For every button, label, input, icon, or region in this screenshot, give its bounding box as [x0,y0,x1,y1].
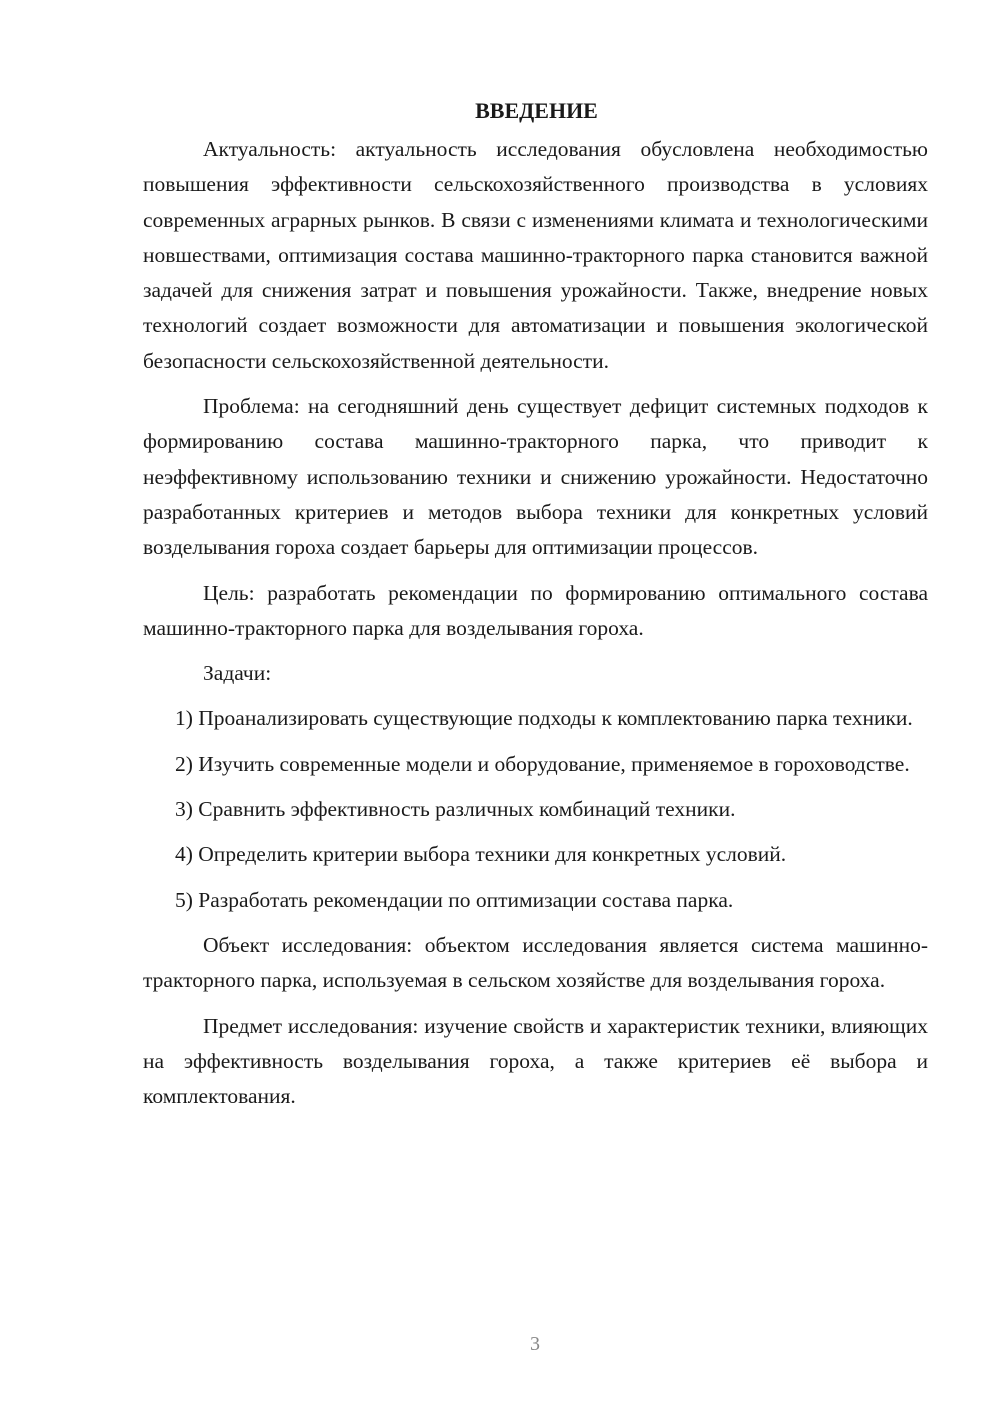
paragraph-problem: Проблема: на сегодняшний день существует дефицит системных подходов к формированию состава машинно-тракторного парка, что приводит к неэффективному использованию техники и снижению урожайности. Недостаточно разработанных критериев и методов выбора техники для конкретных условий возделывания гороха создает барьеры для оптимизации процессов. [143,394,928,560]
page-title: ВВЕДЕНИЕ [475,98,598,123]
paragraph-subject: Предмет исследования: изучение свойств и характеристик техники, влияющих на эффективность возделывания гороха, а также критериев её выбора и комплектования. [143,1013,928,1109]
paragraph-object: Объект исследования: объектом исследования является система машинно-тракторного парка, используемая в сельском хозяйстве для возделывания гороха. [143,932,928,993]
task-item-1: 1) Проанализировать существующие подходы к комплектованию парка техники. [175,706,913,731]
page-number: 3 [530,1333,540,1355]
task-item-5: 5) Разработать рекомендации по оптимизации состава парка. [175,887,734,912]
document-body [143,96,928,1124]
paragraph-tasks-heading: Задачи: [203,661,272,686]
task-item-3: 3) Сравнить эффективность различных комбинаций техники. [175,797,736,822]
paragraph-relevance: Актуальность: актуальность исследования обусловлена необходимостью повышения эффективности сельскохозяйственного производства в условиях современных аграрных рынков. В связи с изменениями климата и технологическими новшествами, оптимизация состава машинно-тракторного парка становится важной задачей для снижения затрат и повышения урожайности. Также, внедрение новых технологий создает возможности для автоматизации и повышения экологической безопасности сельскохозяйственной деятельности. [143,137,928,373]
paragraph-goal: Цель: разработать рекомендации по формированию оптимального состава машинно-тракторного парка для возделывания гороха. [143,580,928,640]
task-item-4: 4) Определить критерии выбора техники для конкретных условий. [175,842,787,867]
task-item-2: 2) Изучить современные модели и оборудование, применяемое в гороховодстве. [175,751,910,776]
